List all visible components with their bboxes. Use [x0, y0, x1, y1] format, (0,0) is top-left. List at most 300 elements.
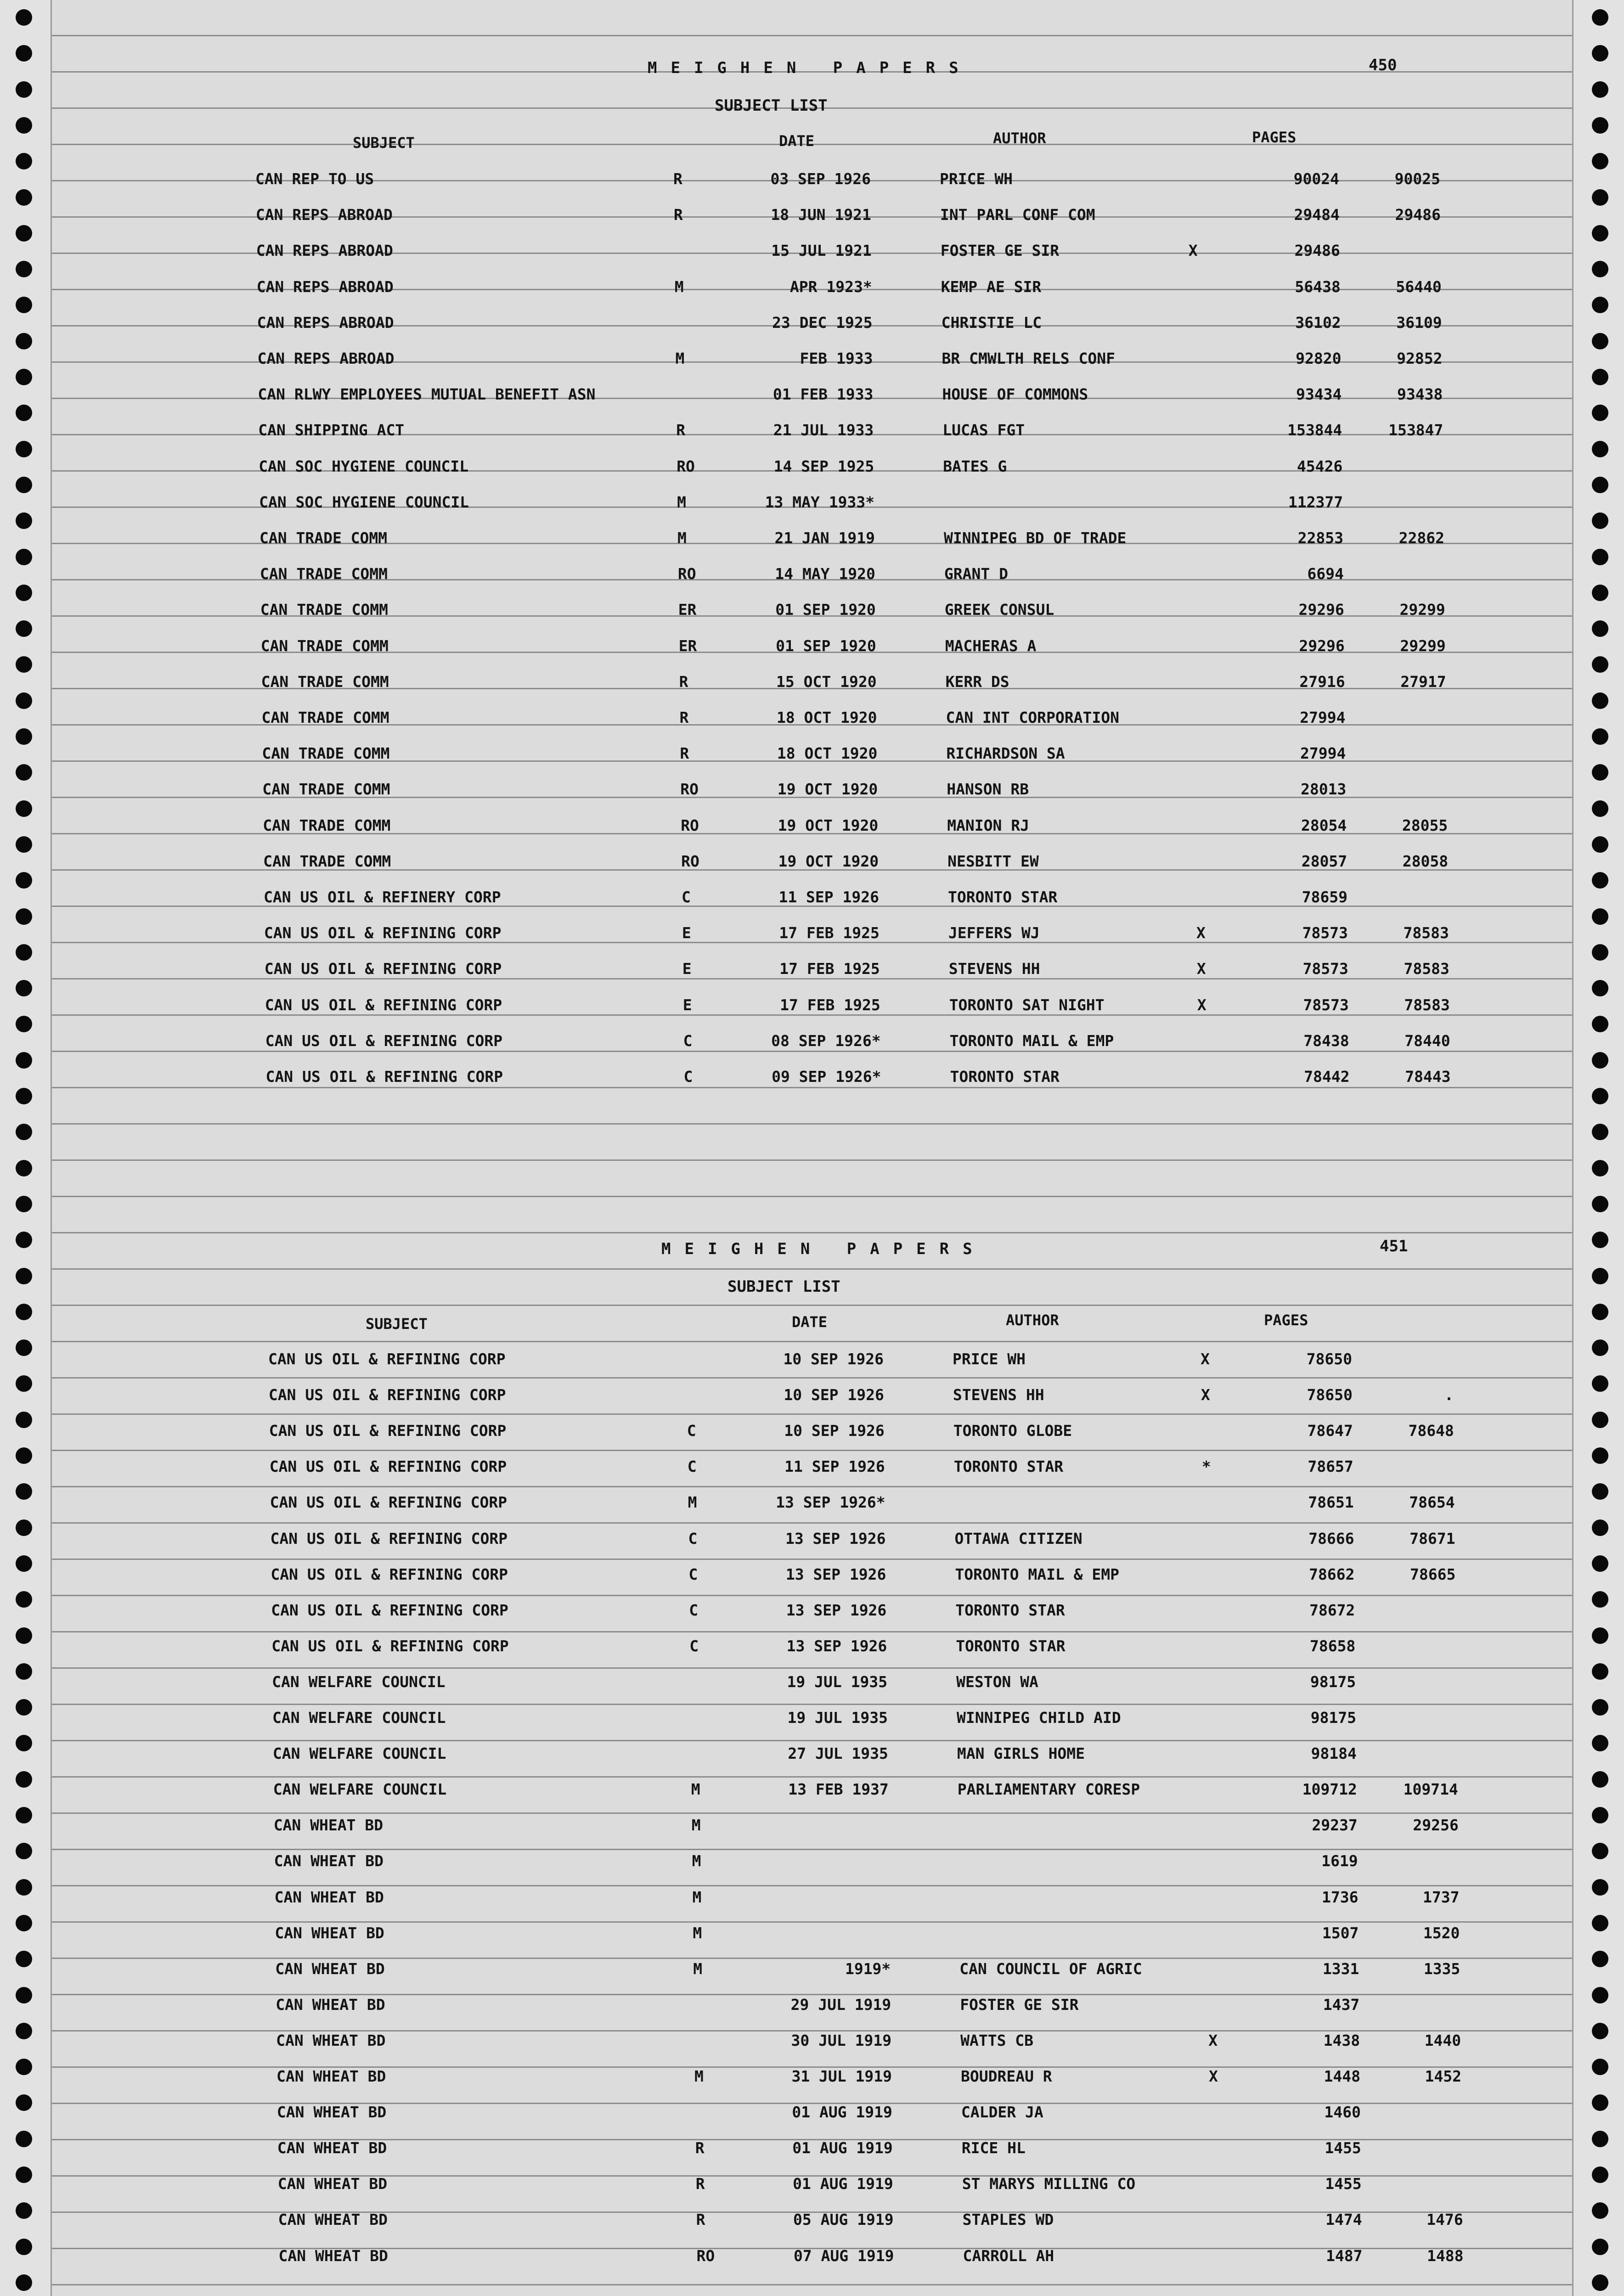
author-cell: STAPLES WD [962, 2211, 1054, 2229]
tractor-feed-hole [16, 1232, 32, 1248]
date-cell: 11 SEP 1926 [778, 888, 879, 906]
end-page-cell: 90025 [1394, 170, 1440, 188]
date-cell: 21 JUL 1933 [773, 421, 874, 439]
author-cell: TORONTO MAIL & EMP [955, 1565, 1120, 1583]
date-cell: 19 OCT 1920 [777, 780, 878, 799]
author-cell: TORONTO MAIL & EMP [949, 1031, 1114, 1050]
start-page-cell: 27994 [1300, 709, 1346, 726]
author-cell: PRICE WH [940, 170, 1013, 188]
tractor-feed-hole [16, 1879, 32, 1896]
date-cell: 13 SEP 1926 [785, 1565, 886, 1583]
end-page-cell: 27917 [1400, 672, 1446, 691]
start-page-cell: 1437 [1323, 1995, 1360, 2014]
author-cell: FOSTER GE SIR [940, 242, 1060, 260]
subject-cell: CAN WHEAT BD [275, 1924, 384, 1942]
author-cell: KERR DS [945, 672, 1009, 691]
date-cell: 21 JAN 1919 [774, 529, 875, 547]
table-row [276, 2067, 1624, 2099]
code-cell: C [689, 1601, 699, 1619]
author-cell: HANSON RB [947, 780, 1029, 799]
author-cell: KEMP AE SIR [941, 277, 1042, 296]
subject-cell: CAN TRADE COMM [262, 780, 390, 799]
date-cell: 13 FEB 1937 [788, 1780, 889, 1799]
start-page-cell: 27994 [1300, 744, 1346, 763]
end-page-cell: 92852 [1397, 349, 1443, 367]
tractor-feed-hole [1592, 1160, 1608, 1176]
date-cell: 17 FEB 1925 [779, 960, 880, 978]
subject-cell: CAN TRADE COMM [263, 816, 391, 834]
tractor-feed-hole [16, 1915, 32, 1931]
date-cell: APR 1923* [789, 277, 872, 296]
table-row [277, 2139, 1624, 2171]
start-page-cell: 78666 [1308, 1529, 1354, 1548]
table-row [278, 2175, 1624, 2207]
tractor-feed-hole [16, 1160, 32, 1176]
subject-cell: CAN SOC HYGIENE COUNCIL [259, 493, 469, 511]
tractor-feed-hole [1592, 1196, 1608, 1212]
code-cell: ER [678, 636, 697, 655]
tractor-feed-hole [16, 2274, 32, 2291]
date-cell: 01 AUG 1919 [792, 2139, 893, 2157]
author-cell: TORONTO GLOBE [953, 1422, 1072, 1440]
start-page-cell: 27916 [1299, 672, 1345, 691]
code-cell: E [682, 996, 692, 1014]
code-cell: ER [678, 601, 697, 619]
author-cell: TORONTO SAT NIGHT [949, 996, 1105, 1014]
author-cell: GRANT D [944, 565, 1008, 583]
code-cell: R [679, 709, 689, 726]
start-page-cell: 1619 [1321, 1852, 1358, 1870]
date-cell: 15 JUL 1921 [771, 242, 872, 260]
author-cell: JEFFERS WJ [948, 924, 1040, 942]
subject-cell: CAN US OIL & REFINERY CORP [264, 888, 501, 906]
tractor-feed-hole [16, 1735, 32, 1751]
author-cell: ST MARYS MILLING CO [962, 2175, 1136, 2193]
start-page-cell: 28057 [1301, 852, 1348, 870]
subject-cell: CAN WHEAT BD [278, 2246, 388, 2265]
code-cell: R [696, 2211, 705, 2229]
subject-cell: CAN TRADE COMM [261, 709, 389, 726]
date-cell: 13 SEP 1926 [786, 1601, 887, 1619]
subject-cell: CAN US OIL & REFINING CORP [271, 1637, 509, 1655]
flag-cell: X [1188, 242, 1198, 260]
table-row [276, 1996, 1624, 2028]
start-page-cell: 78672 [1309, 1601, 1355, 1619]
author-cell: PRICE WH [953, 1350, 1026, 1368]
code-cell: R [676, 421, 686, 439]
author-cell: MACHERAS A [945, 636, 1037, 655]
date-cell: 18 OCT 1920 [777, 744, 878, 763]
end-page-cell: 1520 [1423, 1924, 1460, 1942]
subject-cell: CAN US OIL & REFINING CORP [265, 996, 502, 1014]
end-page-cell: 28058 [1402, 852, 1449, 870]
table-row [272, 1673, 1624, 1705]
code-cell: C [687, 1458, 697, 1476]
date-cell: 18 JUN 1921 [771, 206, 871, 224]
table-row [269, 1422, 1624, 1454]
author-cell: WESTON WA [956, 1672, 1038, 1691]
date-cell: 23 DEC 1925 [772, 313, 873, 332]
subject-cell: CAN TRADE COMM [259, 565, 388, 583]
page-title: MEIGHEN PAPERS [648, 59, 972, 77]
tractor-feed-hole [16, 1987, 32, 2003]
table-row [269, 1386, 1624, 1418]
start-page-cell: 28054 [1301, 816, 1347, 834]
date-cell: 10 SEP 1926 [784, 1422, 885, 1440]
date-cell: 07 AUG 1919 [793, 2246, 894, 2265]
subject-cell: CAN SHIPPING ACT [258, 421, 405, 439]
start-page-cell: 29237 [1312, 1816, 1358, 1835]
author-cell: GREEK CONSUL [944, 601, 1054, 619]
end-page-cell: 93438 [1397, 385, 1443, 404]
code-cell: RO [680, 780, 699, 799]
code-cell: M [688, 1493, 697, 1512]
subject-cell: CAN US OIL & REFINING CORP [264, 924, 502, 942]
author-cell: PARLIAMENTARY CORESP [957, 1780, 1140, 1799]
start-page-cell: 1507 [1322, 1924, 1359, 1942]
code-cell: M [674, 277, 684, 296]
tractor-feed-hole [16, 1375, 32, 1392]
author-cell: LUCAS FGT [942, 421, 1025, 439]
end-page-cell: 78583 [1403, 924, 1449, 942]
end-page-cell: 109714 [1403, 1780, 1458, 1799]
tractor-feed-hole [16, 1483, 32, 1500]
subject-cell: CAN US OIL & REFINING CORP [264, 960, 502, 978]
end-page-cell: 78583 [1404, 960, 1449, 978]
tractor-feed-hole [16, 2239, 32, 2255]
end-page-cell: 36109 [1396, 313, 1442, 332]
flag-cell: X [1208, 2031, 1218, 2049]
code-cell: C [689, 1637, 699, 1655]
tractor-feed-hole [16, 2167, 32, 2183]
date-cell: 13 SEP 1926 [786, 1637, 887, 1655]
table-row [271, 1601, 1624, 1633]
flag-cell: X [1196, 924, 1206, 942]
table-row [278, 2211, 1624, 2243]
start-page-cell: 1331 [1322, 1959, 1359, 1978]
start-page-cell: 78573 [1303, 960, 1348, 978]
subject-cell: CAN RLWY EMPLOYEES MUTUAL BENEFIT ASN [258, 385, 596, 404]
date-cell: 05 AUG 1919 [793, 2211, 894, 2229]
tractor-feed-hole [16, 1771, 32, 1788]
tractor-feed-hole [16, 1447, 32, 1464]
tractor-feed-hole [16, 1555, 32, 1572]
start-page-cell: 78658 [1309, 1637, 1356, 1655]
tractor-feed-hole [1592, 1232, 1608, 1248]
subject-cell: CAN US OIL & REFINING CORP [271, 1601, 508, 1619]
start-page-cell: 78438 [1303, 1031, 1349, 1050]
tractor-feed-hole [16, 2202, 32, 2219]
start-page-cell: 78573 [1303, 996, 1349, 1014]
code-cell: C [688, 1529, 698, 1548]
flag-cell: * [1201, 1458, 1211, 1476]
date-header: DATE [792, 1313, 828, 1331]
subject-cell: CAN US OIL & REFINING CORP [269, 1458, 507, 1476]
table-row [276, 2032, 1624, 2064]
end-page-cell: 1488 [1427, 2246, 1464, 2265]
date-cell: 09 SEP 1926* [772, 1068, 881, 1086]
start-page-cell: 90024 [1293, 170, 1339, 188]
start-page-cell: 98184 [1311, 1745, 1357, 1763]
page-number: 450 [1369, 56, 1397, 74]
date-cell: 14 MAY 1920 [775, 565, 875, 583]
end-page-cell: 78648 [1408, 1422, 1454, 1440]
author-cell: CHRISTIE LC [941, 313, 1042, 332]
author-cell: BOUDREAU R [961, 2067, 1052, 2085]
start-page-cell: 78647 [1307, 1422, 1353, 1440]
tractor-feed-hole [1592, 1268, 1608, 1284]
start-page-cell: 78573 [1302, 924, 1348, 942]
subject-cell: CAN WELFARE COUNCIL [272, 1672, 445, 1691]
author-cell: HOUSE OF COMMONS [942, 385, 1088, 404]
author-cell: MANION RJ [947, 816, 1029, 834]
start-page-cell: 45426 [1297, 457, 1343, 475]
subject-cell: CAN SOC HYGIENE COUNCIL [259, 457, 469, 475]
code-cell: R [673, 170, 682, 188]
page-title: MEIGHEN PAPERS [661, 1240, 986, 1258]
subject-cell: CAN REPS ABROAD [256, 277, 394, 296]
subject-cell: CAN REPS ABROAD [256, 242, 393, 260]
code-cell: R [695, 2139, 705, 2157]
subject-cell: CAN REPS ABROAD [257, 349, 395, 367]
date-cell: 19 OCT 1920 [778, 816, 879, 834]
start-page-cell: 1448 [1324, 2067, 1360, 2085]
table-row [270, 1493, 1624, 1525]
end-page-cell: 78440 [1404, 1031, 1450, 1050]
code-cell: R [679, 672, 688, 691]
start-page-cell: 93434 [1296, 385, 1342, 404]
author-cell: STEVENS HH [953, 1386, 1044, 1404]
code-cell: M [677, 529, 687, 547]
code-cell: R [680, 744, 689, 763]
author-cell: CALDER JA [961, 2103, 1043, 2122]
author-cell: FOSTER GE SIR [960, 1995, 1079, 2014]
start-page-cell: 78659 [1302, 888, 1348, 906]
start-page-cell: 1455 [1325, 2139, 1361, 2157]
date-cell: 19 JUL 1935 [787, 1709, 888, 1727]
end-page-cell: 78443 [1405, 1068, 1451, 1086]
code-cell: RO [696, 2246, 715, 2265]
date-cell: 08 SEP 1926* [771, 1031, 881, 1050]
table-row [271, 1530, 1624, 1562]
tractor-feed-hole [16, 1519, 32, 1536]
code-cell: C [687, 1422, 696, 1440]
code-cell: C [682, 888, 691, 906]
subject-cell: CAN US OIL & REFINING CORP [268, 1386, 506, 1404]
subject-cell: CAN WELFARE COUNCIL [272, 1709, 446, 1727]
tractor-feed-hole [16, 1807, 32, 1823]
start-page-cell: 78442 [1304, 1068, 1350, 1086]
subject-cell: CAN WELFARE COUNCIL [273, 1780, 447, 1799]
start-page-cell: 56438 [1295, 277, 1341, 296]
tractor-feed-hole [16, 1627, 32, 1644]
date-cell: 18 OCT 1920 [776, 709, 877, 726]
subject-cell: CAN TRADE COMM [262, 744, 390, 763]
tractor-feed-hole [16, 1339, 32, 1356]
start-page-cell: 1487 [1326, 2246, 1363, 2265]
margin-printer-mark [1604, 528, 1613, 533]
tractor-feed-hole [16, 1196, 32, 1212]
table-row [268, 1350, 1624, 1382]
date-cell: 31 JUL 1919 [791, 2067, 892, 2085]
subject-cell: CAN TRADE COMM [259, 529, 388, 547]
start-page-cell: 153844 [1287, 421, 1342, 439]
start-page-cell: 78650 [1307, 1386, 1353, 1404]
author-cell: CARROLL AH [963, 2246, 1054, 2265]
subject-cell: CAN WHEAT BD [276, 2031, 386, 2049]
code-cell: C [683, 1068, 693, 1086]
table-row [273, 1745, 1624, 1777]
author-cell: TORONTO STAR [956, 1637, 1066, 1655]
author-cell: BR CMWLTH RELS CONF [942, 349, 1115, 367]
code-cell: M [692, 1888, 702, 1906]
author-cell: NESBITT EW [947, 852, 1039, 870]
date-cell: 17 FEB 1925 [780, 996, 880, 1014]
tractor-feed-hole [16, 2094, 32, 2111]
subject-cell: CAN WHEAT BD [276, 2067, 386, 2085]
page-number: 451 [1380, 1237, 1408, 1255]
tractor-feed-hole [16, 1304, 32, 1320]
start-page-cell: 22853 [1297, 529, 1343, 547]
subject-cell: CAN WHEAT BD [275, 1959, 385, 1978]
start-page-cell: 78657 [1308, 1458, 1353, 1476]
date-cell: 10 SEP 1926 [784, 1386, 884, 1404]
end-page-cell: 1452 [1425, 2067, 1461, 2085]
start-page-cell: 1438 [1323, 2031, 1360, 2049]
code-cell: R [695, 2175, 705, 2193]
flag-cell: X [1197, 996, 1207, 1014]
table-row [271, 1637, 1624, 1669]
end-page-cell: 29256 [1413, 1816, 1459, 1835]
flag-cell: X [1201, 1350, 1210, 1368]
code-cell: R [673, 206, 683, 224]
date-cell: 13 SEP 1926 [785, 1529, 886, 1548]
tractor-feed-hole [16, 1412, 32, 1428]
list-title: SUBJECT LIST [715, 96, 828, 115]
date-cell: 30 JUL 1919 [791, 2031, 892, 2049]
table-row [275, 1924, 1624, 1956]
start-page-cell: 109712 [1302, 1780, 1357, 1799]
subject-cell: CAN WHEAT BD [274, 1852, 384, 1870]
end-page-cell: 1440 [1424, 2031, 1461, 2049]
end-page-cell: 1335 [1423, 1959, 1460, 1978]
author-cell: STEVENS HH [948, 960, 1040, 978]
code-cell: RO [681, 816, 699, 834]
end-page-cell: 29486 [1395, 206, 1441, 224]
tractor-feed-hole [16, 2023, 32, 2039]
start-page-cell: 78662 [1309, 1565, 1355, 1583]
date-cell: 01 SEP 1920 [775, 601, 876, 619]
tractor-feed-hole [16, 2131, 32, 2147]
end-page-cell: . [1444, 1386, 1454, 1404]
code-cell: M [693, 1924, 702, 1942]
tractor-feed-hole [16, 1951, 32, 1967]
author-cell: TORONTO STAR [950, 1068, 1060, 1086]
subject-cell: CAN WHEAT BD [277, 2139, 387, 2157]
date-header: DATE [779, 132, 815, 150]
subject-cell: CAN TRADE COMM [261, 672, 389, 691]
code-cell: M [694, 2067, 704, 2085]
subject-cell: CAN WHEAT BD [276, 2103, 387, 2122]
subject-cell: CAN WHEAT BD [273, 1816, 383, 1835]
author-cell: BATES G [943, 457, 1007, 475]
start-page-cell: 98175 [1310, 1709, 1356, 1727]
subject-cell: CAN US OIL & REFINING CORP [268, 1350, 506, 1368]
end-page-cell: 153847 [1388, 421, 1444, 439]
date-cell: 01 SEP 1920 [776, 636, 876, 655]
subject-cell: CAN WHEAT BD [278, 2211, 388, 2229]
tractor-feed-hole [16, 1663, 32, 1680]
end-page-cell: 1737 [1423, 1888, 1460, 1906]
subject-cell: CAN US OIL & REFINING CORP [270, 1529, 508, 1548]
subject-cell: CAN WHEAT BD [276, 1995, 385, 2014]
code-cell: M [693, 1959, 703, 1978]
start-page-cell: 29486 [1294, 242, 1340, 260]
code-cell: C [683, 1031, 693, 1050]
subject-cell: CAN WHEAT BD [277, 2175, 388, 2193]
code-cell: RO [677, 565, 696, 583]
date-cell: 10 SEP 1926 [783, 1350, 884, 1368]
author-cell: WINNIPEG CHILD AID [957, 1709, 1121, 1727]
author-cell: INT PARL CONF COM [940, 206, 1095, 224]
code-cell: RO [681, 852, 699, 870]
subject-header: SUBJECT [353, 134, 415, 152]
end-page-cell: 78654 [1409, 1493, 1455, 1512]
table-row [274, 1816, 1624, 1848]
author-cell: OTTAWA CITIZEN [954, 1529, 1083, 1548]
date-cell: 29 JUL 1919 [790, 1995, 891, 2014]
author-cell: TORONTO STAR [948, 888, 1058, 906]
start-page-cell: 29296 [1299, 636, 1345, 655]
table-row [272, 1709, 1624, 1741]
date-cell: 13 MAY 1933* [765, 493, 875, 511]
table-row [275, 1960, 1624, 1992]
subject-cell: CAN WHEAT BD [274, 1888, 384, 1906]
date-cell: 01 AUG 1919 [793, 2175, 893, 2193]
subject-cell: CAN REP TO US [255, 170, 374, 188]
code-cell: E [682, 924, 691, 942]
author-header: AUTHOR [1006, 1311, 1059, 1329]
author-header: AUTHOR [993, 129, 1046, 147]
subject-cell: CAN US OIL & REFINING CORP [269, 1422, 507, 1440]
code-cell: M [692, 1852, 701, 1870]
author-cell: CAN INT CORPORATION [946, 709, 1119, 726]
pages-header: PAGES [1264, 1311, 1308, 1329]
date-cell: 15 OCT 1920 [776, 672, 877, 691]
tractor-feed-hole [16, 1268, 32, 1284]
start-page-cell: 1460 [1324, 2103, 1361, 2122]
date-cell: 01 FEB 1933 [773, 385, 874, 404]
start-page-cell: 1455 [1325, 2175, 1362, 2193]
start-page-cell: 112377 [1288, 493, 1343, 511]
tractor-feed-hole [1592, 1304, 1608, 1320]
table-row [273, 1780, 1624, 1812]
author-cell: WINNIPEG BD OF TRADE [944, 529, 1127, 547]
code-cell: M [677, 493, 686, 511]
start-page-cell: 78650 [1306, 1350, 1352, 1368]
table-row [279, 2247, 1624, 2279]
tractor-feed-hole [16, 1843, 32, 1859]
date-cell: 19 JUL 1935 [787, 1672, 888, 1691]
author-cell: RICE HL [961, 2139, 1026, 2157]
list-title: SUBJECT LIST [727, 1277, 840, 1296]
subject-cell: CAN US OIL & REFINING CORP [265, 1031, 503, 1050]
subject-cell: CAN US OIL & REFINING CORP [271, 1565, 508, 1583]
table-row [277, 2103, 1624, 2135]
flag-cell: X [1209, 2067, 1218, 2085]
author-cell: RICHARDSON SA [946, 744, 1065, 763]
end-page-cell: 28055 [1402, 816, 1448, 834]
